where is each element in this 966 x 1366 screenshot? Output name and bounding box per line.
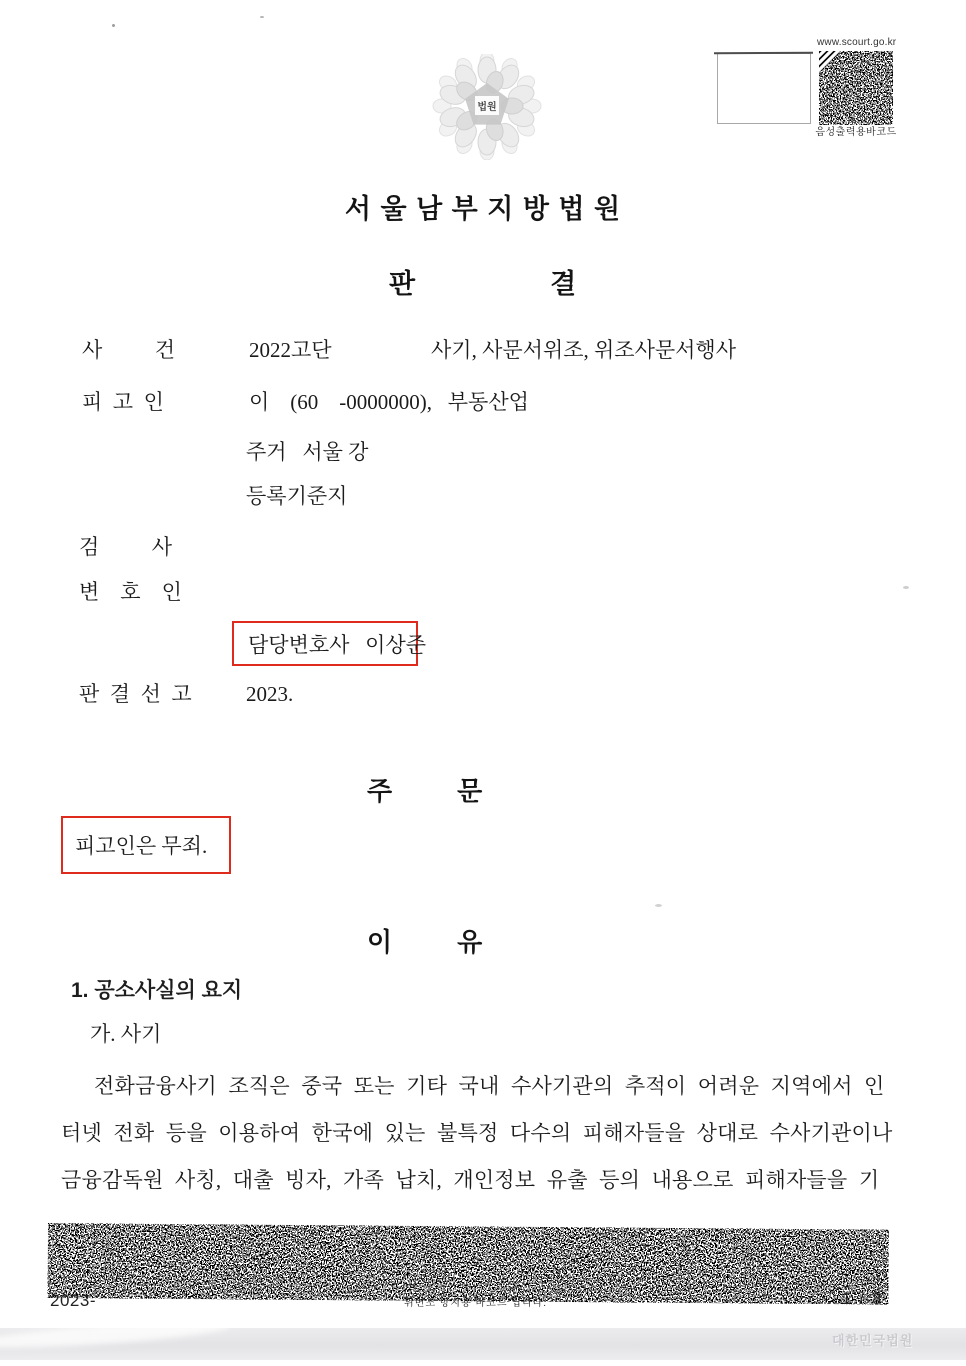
scan-artifact — [260, 16, 264, 18]
voice-output-barcode — [819, 51, 893, 125]
defendant-label: 피 고 인 — [82, 390, 164, 414]
footer-doc-number: 2023- — [50, 1291, 96, 1310]
counsel-label: 변 호 인 — [79, 580, 182, 604]
body-line-3: 금융감독원 사칭, 대출 빙자, 가족 납치, 개인정보 유출 등의 내용으로 피해자들을 기 — [61, 1168, 880, 1192]
registry-line: 등록기준지 — [246, 484, 348, 508]
judgment-heading: 판 결 — [389, 269, 577, 299]
sentencing-label: 판 결 선 고 — [79, 682, 192, 706]
scan-artifact — [112, 24, 115, 27]
case-label: 사 건 — [82, 338, 176, 362]
scan-artifact — [655, 904, 662, 907]
page-indicator: 1 / 8 — [842, 1291, 884, 1308]
stamp-box-top-line — [714, 52, 813, 55]
section-1-heading: 1. 공소사실의 요지 — [71, 979, 243, 1002]
verdict-text: 피고인은 무죄. — [75, 834, 208, 858]
verdict-highlight-box — [61, 816, 231, 874]
anti-forgery-barcode — [47, 1223, 889, 1305]
section-1a-heading: 가. 사기 — [90, 1022, 162, 1046]
body-line-1: 전화금융사기 조직은 중국 또는 기타 국내 수사기관의 추적이 어려운 지역에서 인 — [94, 1074, 885, 1098]
prosecutor-label: 검 사 — [79, 535, 173, 559]
court-emblem-icon — [428, 54, 546, 160]
scourt-site-url: www.scourt.go.kr — [817, 37, 897, 48]
sentencing-date: 2023. — [246, 682, 294, 706]
footer-watermark: 대한민국법원 — [832, 1333, 914, 1348]
disposition-heading: 주 문 — [367, 776, 483, 806]
voice-barcode-caption: 음성출력용바코드 — [815, 127, 897, 138]
emblem-center-text: 법원 — [477, 102, 497, 113]
stamp-box — [717, 53, 811, 124]
counsel-highlight-box — [232, 621, 427, 666]
reasons-heading: 이 유 — [367, 927, 483, 957]
footer-barcode-caption: 위변조 방지용 바코드 입니다. — [404, 1298, 548, 1309]
counsel-in-charge-text: 담당변호사 이상준 — [248, 632, 427, 657]
case-number: 2022고단 — [249, 338, 332, 362]
barcode-noise-image — [819, 51, 893, 125]
defendant-value: 이 (60 -0000000), 부동산업 — [249, 390, 529, 414]
barcode-strip-noise-image — [47, 1223, 889, 1305]
court-name-title: 서 울 남 부 지 방 법 원 — [344, 194, 622, 224]
body-line-2: 터넷 전화 등을 이용하여 한국에 있는 불특정 다수의 피해자들을 상대로 수사기관이나 — [61, 1121, 893, 1145]
residence-line: 주거 서울 강 — [246, 440, 369, 464]
scan-artifact — [903, 586, 909, 589]
case-charges: 사기, 사문서위조, 위조사문서행사 — [431, 338, 737, 362]
